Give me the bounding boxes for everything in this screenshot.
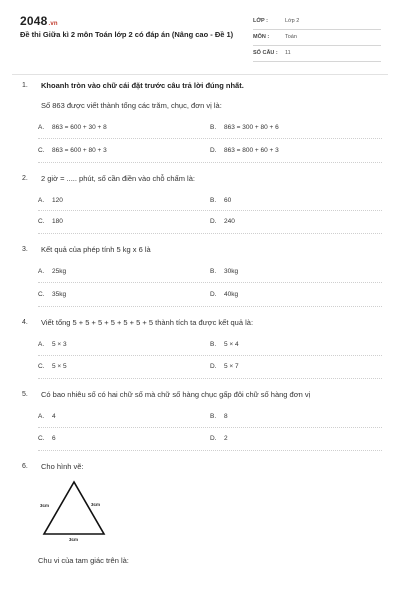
option-d[interactable]: D. 5 × 7 [210,363,239,370]
question-number: 5. [22,391,28,398]
option-a[interactable]: A. 120 [38,197,63,204]
divider [38,378,382,379]
meta-subject-value: Toán [285,34,297,40]
divider [38,355,382,356]
question-text: Khoanh tròn vào chữ cái đặt trước câu trả lời đúng nhất. [41,81,244,90]
meta-class-key: LỚP : [253,18,268,24]
option-a[interactable]: A. 5 × 3 [38,341,67,348]
divider [38,450,382,451]
question-text: Kết quả của phép tính 5 kg x 6 là [41,245,151,254]
question-number: 4. [22,319,28,326]
exam-meta [253,16,381,64]
option-c[interactable]: C. 35kg [38,291,67,298]
option-b[interactable]: B. 5 × 4 [210,341,239,348]
meta-class-value: Lớp 2 [285,18,300,24]
divider [38,210,382,211]
meta-subject-row [253,32,381,46]
divider [38,162,382,163]
logo-suffix: .vn [48,21,58,27]
question-text: Cho hình vẽ: [41,462,84,471]
question-number: 3. [22,246,28,253]
option-b[interactable]: B. 30kg [210,268,239,275]
option-c[interactable]: C. 5 × 5 [38,363,67,370]
question-text: Viết tổng 5 + 5 + 5 + 5 + 5 + 5 + 5 thành tích ta được kết quả là: [41,318,254,327]
option-d[interactable]: D. 40kg [210,291,239,298]
meta-count-value: 11 [285,50,291,56]
divider [38,306,382,307]
question-number: 2. [22,175,28,182]
meta-count-key: SỐ CÂU : [253,50,278,56]
option-b[interactable]: B. 8 [210,413,228,420]
option-b[interactable]: B. 60 [210,197,232,204]
option-c[interactable]: C. 180 [38,218,63,225]
option-d[interactable]: D. 240 [210,218,235,225]
triangle-left-label: 3cm [40,503,50,508]
meta-subject-key: MÔN : [253,34,270,40]
question-subtext: Chu vi của tam giác trên là: [38,556,129,565]
header-divider [12,74,388,75]
divider [38,233,382,234]
divider [38,282,382,283]
option-a[interactable]: A. 863 = 600 + 30 + 8 [38,124,107,131]
page-header [0,0,400,70]
divider [38,427,382,428]
meta-count-row [253,48,381,62]
divider [38,138,382,139]
site-logo[interactable] [20,14,58,28]
question-number: 6. [22,463,28,470]
option-d[interactable]: D. 863 = 800 + 60 + 3 [210,147,279,154]
document-title: Đề thi Giữa kì 2 môn Toán lớp 2 có đáp án (Nâng cao - Đề 1) [20,30,234,39]
option-b[interactable]: B. 863 = 300 + 80 + 6 [210,124,279,131]
option-c[interactable]: C. 863 = 600 + 80 + 3 [38,147,107,154]
meta-class-row [253,16,381,30]
option-d[interactable]: D. 2 [210,435,228,442]
question-subtext: Số 863 được viết thành tổng các trăm, chục, đơn vị là: [41,101,222,110]
option-a[interactable]: A. 25kg [38,268,67,275]
logo-text: 2048 [20,14,48,28]
question-number: 1. [22,82,28,89]
triangle-bottom-label: 3cm [69,537,79,542]
question-text: 2 giờ = ..... phút, số cần điền vào chỗ chấm là: [41,174,195,183]
option-a[interactable]: A. 4 [38,413,56,420]
triangle-right-label: 3cm [91,502,101,507]
triangle-figure [38,478,118,550]
option-c[interactable]: C. 6 [38,435,56,442]
question-text: Có bao nhiêu số có hai chữ số mà chữ số hàng chục gấp đôi chữ số hàng đơn vị [41,390,311,399]
